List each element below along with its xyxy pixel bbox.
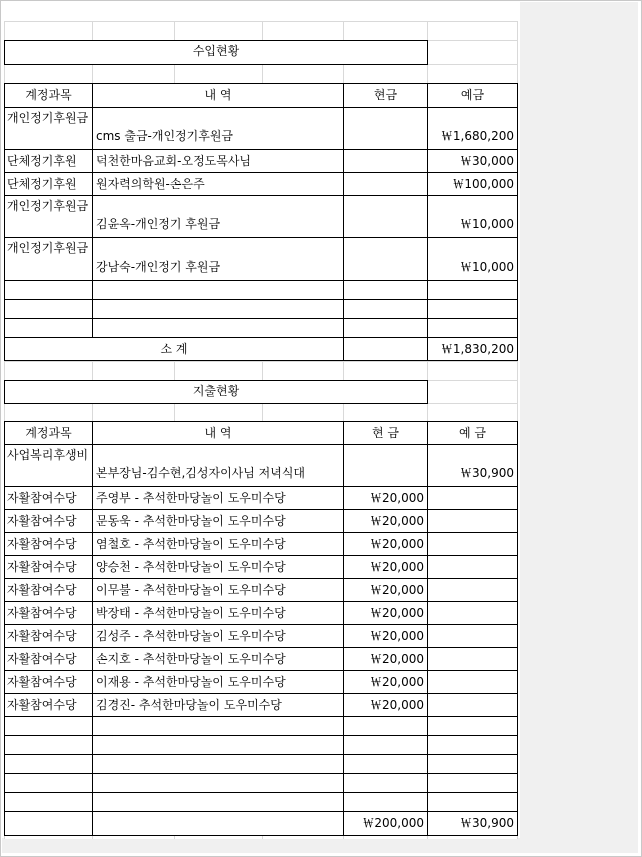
description-cell: 덕천한마음교회-오정도목사님 xyxy=(93,150,344,173)
cash-cell xyxy=(344,173,428,196)
cash-cell: ￦20,000 xyxy=(344,510,428,533)
deposit-cell: ￦100,000 xyxy=(428,173,518,196)
income-header-deposit: 예금 xyxy=(428,83,518,108)
income-header-account: 계정과목 xyxy=(4,83,93,108)
empty-cell xyxy=(93,717,344,736)
deposit-cell xyxy=(428,556,518,579)
account-cell: 자활참여수당 xyxy=(4,510,93,533)
deposit-cell xyxy=(428,579,518,602)
description-cell: 본부장님-김수현,김성자이사님 저녁식대 xyxy=(93,445,344,487)
table-row xyxy=(4,108,93,150)
account-cell: 단체정기후원 xyxy=(4,150,93,173)
income-subtotal-deposit: ￦1,830,200 xyxy=(428,338,518,361)
empty-cell xyxy=(4,736,93,755)
cash-cell: ￦20,000 xyxy=(344,694,428,717)
cash-cell: ￦20,000 xyxy=(344,556,428,579)
description-cell: 이재용 - 추석한마당놀이 도우미수당 xyxy=(93,671,344,694)
empty-cell xyxy=(4,300,93,319)
income-header-cash: 현금 xyxy=(344,83,428,108)
description-cell: 강남숙-개인정기 후원금 xyxy=(93,238,344,281)
account-cell: 개인정기후원금 xyxy=(4,238,93,281)
deposit-cell xyxy=(428,487,518,510)
account-cell: 자활참여수당 xyxy=(4,533,93,556)
empty-cell xyxy=(344,774,428,793)
empty-cell xyxy=(344,793,428,812)
empty-cell xyxy=(428,717,518,736)
empty-cell xyxy=(344,300,428,319)
account-cell: 자활참여수당 xyxy=(4,556,93,579)
description-cell: 박장태 - 추석한마당놀이 도우미수당 xyxy=(93,602,344,625)
empty-cell xyxy=(93,300,344,319)
deposit-cell xyxy=(428,648,518,671)
bottom-margin xyxy=(2,838,520,853)
cash-cell: ￦20,000 xyxy=(344,533,428,556)
empty-cell xyxy=(93,793,344,812)
account-cell: 개인정기후원금 xyxy=(7,111,89,125)
deposit-cell xyxy=(428,671,518,694)
cash-cell: ￦20,000 xyxy=(344,579,428,602)
empty-cell xyxy=(93,319,344,338)
description-cell: 김성주 - 추석한마당놀이 도우미수당 xyxy=(93,625,344,648)
empty-cell xyxy=(428,319,518,338)
account-cell: 단체정기후원 xyxy=(4,173,93,196)
income-subtotal-cash xyxy=(344,338,428,361)
cash-cell xyxy=(344,445,428,487)
deposit-cell xyxy=(428,625,518,648)
empty-cell xyxy=(344,281,428,300)
account-cell: 개인정기후원금 xyxy=(4,196,93,238)
description-cell: cms 출금-개인정기후원금 xyxy=(93,108,344,150)
cash-cell xyxy=(344,238,428,281)
account-cell: 사업복리후생비 xyxy=(4,445,93,487)
expense-total-deposit: ￦30,900 xyxy=(428,812,518,836)
income-title: 수입현황 xyxy=(4,40,428,65)
empty-cell xyxy=(93,774,344,793)
empty-cell xyxy=(344,319,428,338)
description-cell: 이무불 - 추석한마당놀이 도우미수당 xyxy=(93,579,344,602)
cash-cell: ￦20,000 xyxy=(344,625,428,648)
expense-header-account: 계정과목 xyxy=(4,421,93,445)
empty-cell xyxy=(4,755,93,774)
deposit-cell: ￦30,900 xyxy=(428,445,518,487)
cash-cell xyxy=(344,196,428,238)
description-cell: 문동욱 - 추석한마당놀이 도우미수당 xyxy=(93,510,344,533)
empty-cell xyxy=(344,755,428,774)
empty-cell xyxy=(428,793,518,812)
description-cell: 원자력의학원-손은주 xyxy=(93,173,344,196)
empty-cell xyxy=(344,736,428,755)
description-cell: 양승천 - 추석한마당놀이 도우미수당 xyxy=(93,556,344,579)
empty-cell xyxy=(428,755,518,774)
expense-total-account xyxy=(4,812,93,836)
expense-header-deposit: 예 금 xyxy=(428,421,518,445)
right-margin xyxy=(520,2,638,853)
account-cell: 자활참여수당 xyxy=(4,648,93,671)
empty-cell xyxy=(428,736,518,755)
empty-cell xyxy=(4,717,93,736)
deposit-cell xyxy=(428,694,518,717)
description-cell: 염철호 - 추석한마당놀이 도우미수당 xyxy=(93,533,344,556)
cash-cell: ￦20,000 xyxy=(344,671,428,694)
account-cell: 자활참여수당 xyxy=(4,671,93,694)
empty-cell xyxy=(4,281,93,300)
income-subtotal-label: 소 계 xyxy=(4,338,344,361)
description-cell: 김경진- 추석한마당놀이 도우미수당 xyxy=(93,694,344,717)
empty-cell xyxy=(4,793,93,812)
empty-cell xyxy=(344,717,428,736)
account-cell: 자활참여수당 xyxy=(4,625,93,648)
empty-cell xyxy=(4,319,93,338)
empty-cell xyxy=(4,774,93,793)
description-cell: 주영부 - 추석한마당놀이 도우미수당 xyxy=(93,487,344,510)
expense-total-cash: ￦200,000 xyxy=(344,812,428,836)
description-cell: 손지호 - 추석한마당놀이 도우미수당 xyxy=(93,648,344,671)
empty-cell xyxy=(428,281,518,300)
expense-header-cash: 현 금 xyxy=(344,421,428,445)
cash-cell: ￦20,000 xyxy=(344,602,428,625)
deposit-cell xyxy=(428,510,518,533)
account-cell: 자활참여수당 xyxy=(4,579,93,602)
deposit-cell xyxy=(428,602,518,625)
empty-cell xyxy=(428,774,518,793)
deposit-cell: ￦10,000 xyxy=(428,238,518,281)
cash-cell: ￦20,000 xyxy=(344,648,428,671)
empty-cell xyxy=(93,755,344,774)
income-header-description: 내 역 xyxy=(93,83,344,108)
empty-cell xyxy=(93,736,344,755)
cash-cell: ￦20,000 xyxy=(344,487,428,510)
cash-cell xyxy=(344,150,428,173)
description-cell: 김윤옥-개인정기 후원금 xyxy=(93,196,344,238)
account-cell: 자활참여수당 xyxy=(4,487,93,510)
account-cell: 자활참여수당 xyxy=(4,694,93,717)
deposit-cell: ￦10,000 xyxy=(428,196,518,238)
cash-cell xyxy=(344,108,428,150)
deposit-cell: ￦1,680,200 xyxy=(428,108,518,150)
spreadsheet xyxy=(4,21,518,839)
deposit-cell: ￦30,000 xyxy=(428,150,518,173)
expense-total-description xyxy=(93,812,344,836)
deposit-cell xyxy=(428,533,518,556)
empty-cell xyxy=(93,281,344,300)
account-cell: 자활참여수당 xyxy=(4,602,93,625)
empty-cell xyxy=(428,300,518,319)
expense-title: 지출현황 xyxy=(4,380,428,404)
expense-header-description: 내 역 xyxy=(93,421,344,445)
